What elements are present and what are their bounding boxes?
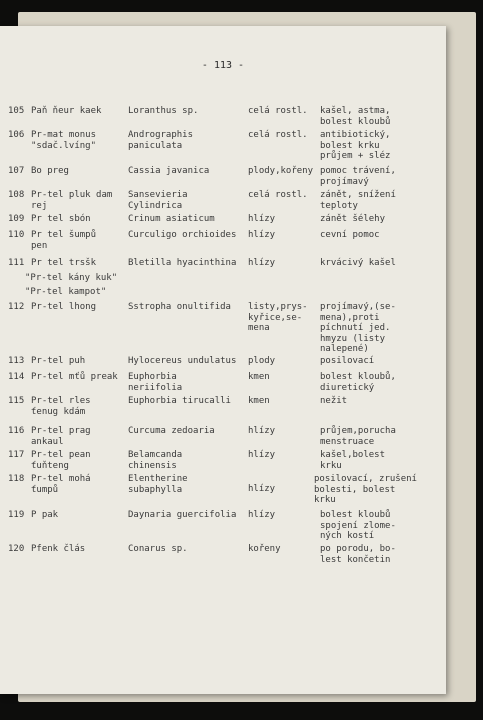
entry-use: cevní pomoc <box>320 230 380 240</box>
entry-local-name: P pak <box>31 510 59 520</box>
entry-plant-part: hlízy <box>248 230 276 240</box>
entry-latin-name: Andrographis paniculata <box>128 130 194 151</box>
entry-plant-part: kmen <box>248 372 270 382</box>
entry-latin-name: Crinum asiaticum <box>128 214 215 224</box>
entry-plant-part: celá rostl. <box>248 106 308 116</box>
entry-latin-name: Sansevieria Cylindrica <box>128 190 188 211</box>
entry-number: 106 <box>8 130 25 140</box>
entry-use: bolest kloubů spojení zlome- ných kostí <box>320 510 396 541</box>
entry-latin-name: Elentherine subaphylla <box>128 474 188 495</box>
entry-plant-part: hlízy <box>248 214 276 224</box>
entry-latin-name: Bletilla hyacinthina <box>128 258 237 268</box>
entry-local-name: Pr-tel rles ťenug kdám <box>31 396 91 417</box>
entry-use: antibiotický, bolest krku průjem + sléz <box>320 130 391 161</box>
entry-local-name: Pr tel sbón <box>31 214 91 224</box>
entry-use: zánět šélehy <box>320 214 386 224</box>
entry-local-name: Pr tel šumpů pen <box>31 230 97 251</box>
entry-latin-name: Belamcanda chinensis <box>128 450 183 471</box>
entry-111-alt-name: "Pr-tel kány kuk" <box>25 273 118 283</box>
entry-number: 119 <box>8 510 25 520</box>
entry-number: 108 <box>8 190 25 200</box>
entry-latin-name: Curcuma zedoaria <box>128 426 215 436</box>
entry-local-name: Pr tel trsšk <box>31 258 97 268</box>
entry-use: kašel,bolest krku <box>320 450 386 471</box>
entry-local-name: Pr-tel puh <box>31 356 86 366</box>
entry-plant-part: celá rostl. <box>248 190 308 200</box>
entry-use: bolest kloubů, diuretický <box>320 372 396 393</box>
entry-use: nežit <box>320 396 348 406</box>
entry-latin-name: Sstropha onultifida <box>128 302 231 312</box>
entry-use: kašel, astma, bolest kloubů <box>320 106 391 127</box>
entry-number: 114 <box>8 372 25 382</box>
entry-local-name: Pr-tel lhong <box>31 302 97 312</box>
entry-number: 111 <box>8 258 25 268</box>
entry-local-name: Pr-tel mohá ťumpů <box>31 474 91 495</box>
entry-number: 118 <box>8 474 25 484</box>
entry-plant-part: plody,kořeny <box>248 166 314 176</box>
entry-use: průjem,porucha menstruace <box>320 426 396 447</box>
entry-number: 110 <box>8 230 25 240</box>
entry-use: projímavý,(se- mena),proti píchnutí jed. hmyzu (listy nalepené) <box>320 302 396 354</box>
entry-plant-part: kmen <box>248 396 270 406</box>
entry-latin-name: Curculigo orchioides <box>128 230 237 240</box>
entry-number: 107 <box>8 166 25 176</box>
entry-number: 116 <box>8 426 25 436</box>
entry-number: 112 <box>8 302 25 312</box>
entry-latin-name: Conarus sp. <box>128 544 188 554</box>
entry-latin-name: Cassia javanica <box>128 166 210 176</box>
entry-latin-name: Hylocereus undulatus <box>128 356 237 366</box>
page-number: - 113 - <box>201 60 245 71</box>
entry-number: 115 <box>8 396 25 406</box>
entry-latin-name: Loranthus sp. <box>128 106 199 116</box>
entry-local-name: Pfenk člás <box>31 544 86 554</box>
entry-local-name: Pr-mat monus "sdač.lvíng" <box>31 130 97 151</box>
entry-plant-part: plody <box>248 356 276 366</box>
entry-plant-part: hlízy <box>248 258 276 268</box>
entry-local-name: Bo preg <box>31 166 69 176</box>
entry-plant-part: celá rostl. <box>248 130 308 140</box>
entry-plant-part: hlízy <box>248 426 276 436</box>
entry-latin-name: Euphorbia neriifolia <box>128 372 183 393</box>
entry-111-alt-name: "Pr-tel kampot" <box>25 287 107 297</box>
entry-use: po porodu, bo- lest končetin <box>320 544 396 565</box>
entry-use: pomoc trávení, projímavý <box>320 166 396 187</box>
entry-number: 117 <box>8 450 25 460</box>
entry-local-name: Pr-tel mťů preak <box>31 372 118 382</box>
entry-plant-part: kořeny <box>248 544 281 554</box>
entry-use: posilovací <box>320 356 375 366</box>
document-page <box>0 26 446 694</box>
entry-plant-part: hlízy <box>248 510 276 520</box>
entry-use: zánět, snížení teploty <box>320 190 396 211</box>
entry-local-name: Pr-tel prag ankaul <box>31 426 91 447</box>
entry-plant-part: hlízy <box>248 484 276 494</box>
entry-number: 105 <box>8 106 25 116</box>
entry-plant-part: hlízy <box>248 450 276 460</box>
entry-use: posilovací, zrušení bolesti, bolest krku <box>314 474 417 505</box>
entry-local-name: Pr-tel pean ťuňteng <box>31 450 91 471</box>
entry-use: krvácivý kašel <box>320 258 396 268</box>
entry-latin-name: Euphorbia tirucalli <box>128 396 231 406</box>
entry-latin-name: Daynaria guercifolia <box>128 510 237 520</box>
entry-number: 109 <box>8 214 25 224</box>
entry-local-name: Pr-tel pluk dam rej <box>31 190 113 211</box>
entry-number: 120 <box>8 544 25 554</box>
entry-plant-part: listy,prys- kyřice,se- mena <box>248 302 308 333</box>
entry-number: 113 <box>8 356 25 366</box>
entry-local-name: Paň ňeur kaek <box>31 106 102 116</box>
